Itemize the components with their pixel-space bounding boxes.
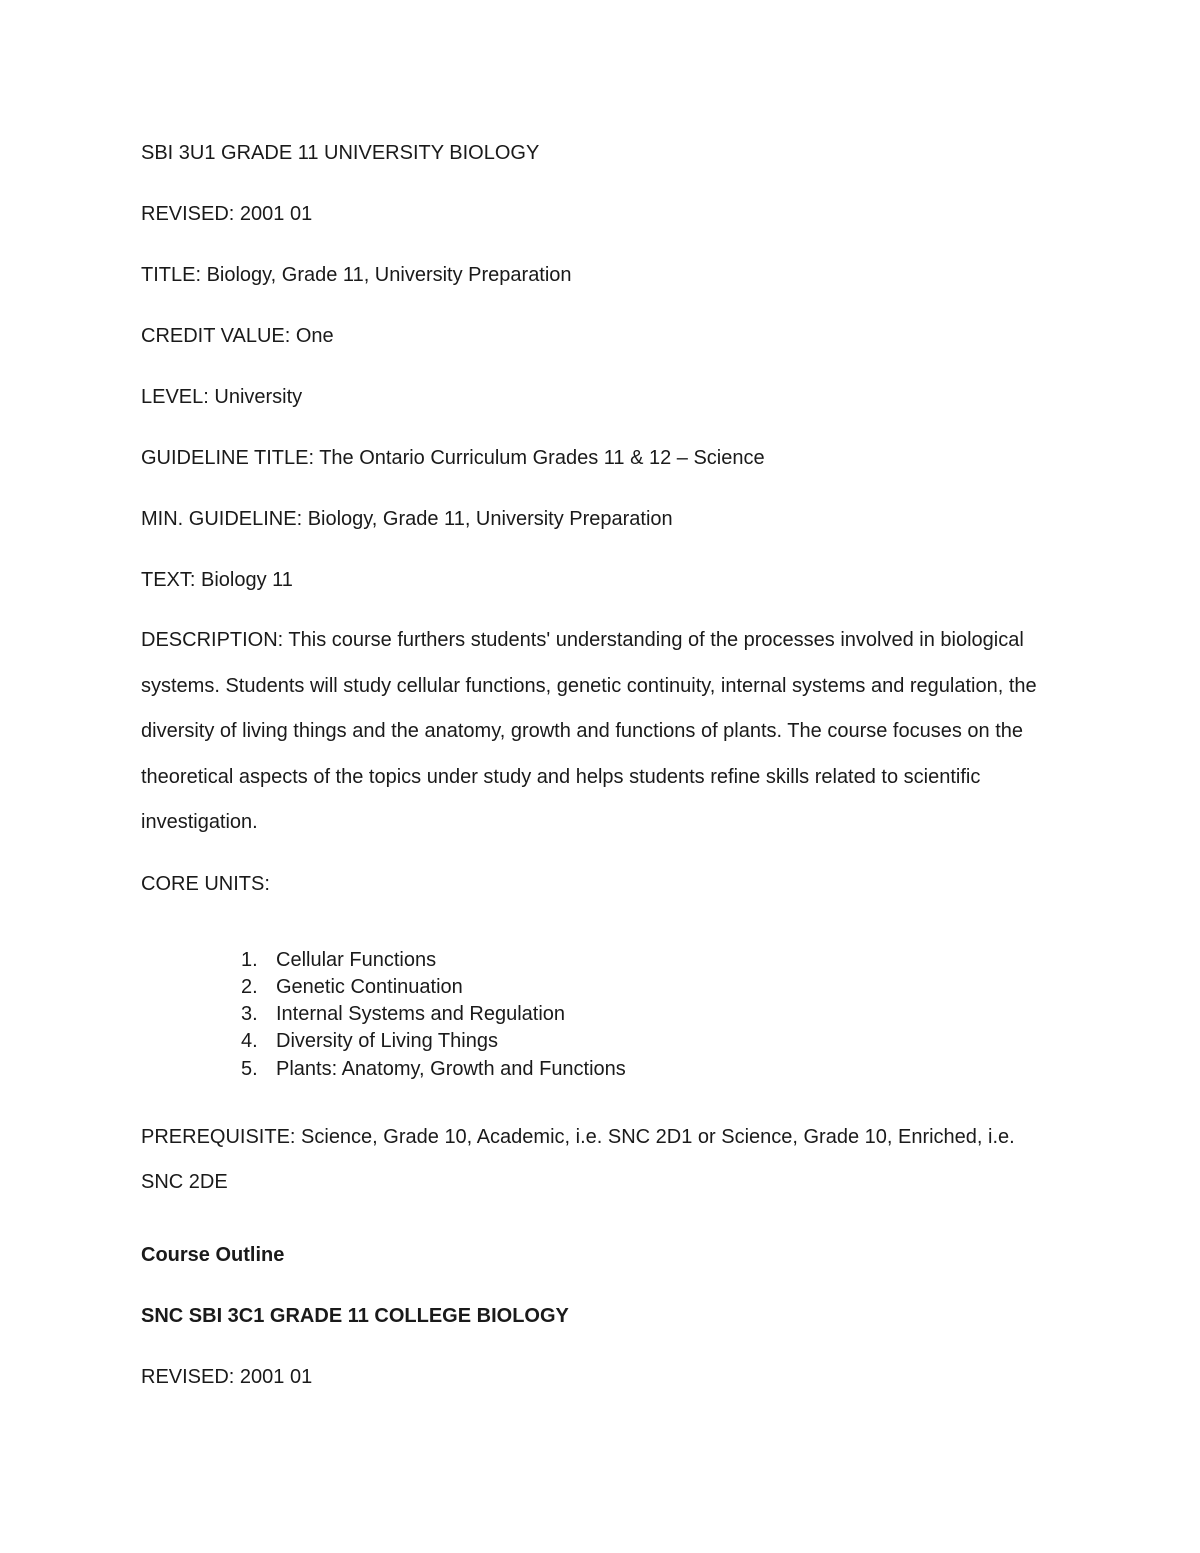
list-item-label: Cellular Functions xyxy=(276,948,437,971)
guideline-title-line: GUIDELINE TITLE: The Ontario Curriculum Grades 11 & 12 – Science xyxy=(141,447,765,469)
level-line: LEVEL: University xyxy=(141,386,303,408)
second-revised-line: REVISED: 2001 01 xyxy=(141,1365,313,1388)
description-paragraph: DESCRIPTION: This course furthers students' understanding of the processes involved in biological systems. Students will study cellular functions, genetic continuity, internal systems and regulation, the diversity of living things and the anatomy, growth and functions of plants. The course focuses on the theoretical aspects of the topics under study and helps students refine skills related to scientific investigation. xyxy=(141,629,1037,833)
list-item xyxy=(141,974,1061,1001)
core-units-list xyxy=(141,947,1061,1083)
list-item-number: 4. xyxy=(241,1030,258,1053)
list-item xyxy=(141,947,1061,974)
list-item-label: Plants: Anatomy, Growth and Functions xyxy=(276,1057,626,1080)
credit-value-line: CREDIT VALUE: One xyxy=(141,325,334,347)
list-item-number: 5. xyxy=(241,1057,258,1080)
list-item-label: Internal Systems and Regulation xyxy=(276,1003,566,1026)
list-item-number: 1. xyxy=(241,948,258,971)
list-item-label: Diversity of Living Things xyxy=(276,1030,498,1053)
title-line: TITLE: Biology, Grade 11, University Preparation xyxy=(141,264,572,286)
list-item-label: Genetic Continuation xyxy=(276,975,463,998)
list-item-number: 2. xyxy=(241,975,258,998)
list-item xyxy=(141,1056,1061,1083)
list-item-number: 3. xyxy=(241,1003,258,1026)
second-course-heading: SNC SBI 3C1 GRADE 11 COLLEGE BIOLOGY xyxy=(141,1304,569,1327)
revised-line: REVISED: 2001 01 xyxy=(141,203,313,225)
core-units-label: CORE UNITS: xyxy=(141,872,270,895)
document-body xyxy=(141,141,1061,1389)
list-item xyxy=(141,1001,1061,1028)
min-guideline-line: MIN. GUIDELINE: Biology, Grade 11, University Preparation xyxy=(141,508,673,530)
text-line: TEXT: Biology 11 xyxy=(141,569,293,591)
course-outline-heading: Course Outline xyxy=(141,1243,285,1266)
course-heading: SBI 3U1 GRADE 11 UNIVERSITY BIOLOGY xyxy=(141,142,540,164)
list-item xyxy=(141,1028,1061,1055)
prerequisite-paragraph: PREREQUISITE: Science, Grade 10, Academic, i.e. SNC 2D1 or Science, Grade 10, Enriched, i.e. SNC 2DE xyxy=(141,1125,1015,1194)
